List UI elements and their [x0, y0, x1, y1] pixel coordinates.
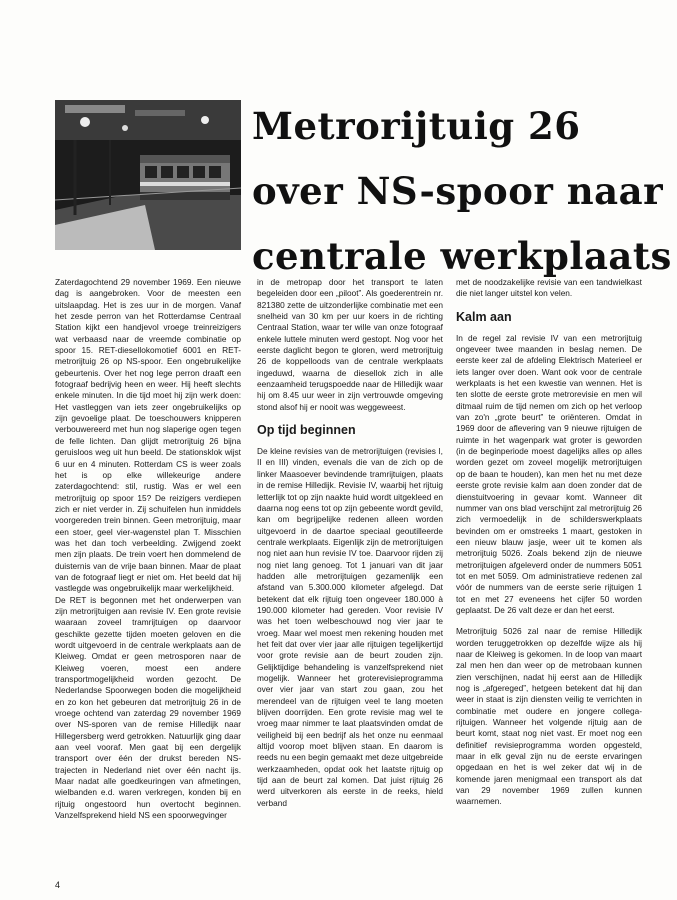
- text-column-2: [257, 277, 443, 809]
- title-line-2: over NS-spoor naar: [252, 169, 664, 213]
- section-heading: Op tijd beginnen: [257, 423, 356, 438]
- section-heading: Kalm aan: [456, 309, 512, 324]
- paragraph: met de noodzakelijke revisie van een tandwielkast die niet langer uitstel kon velen.: [456, 277, 642, 299]
- title-line-1: Metrorijtuig 26: [252, 104, 581, 148]
- paragraph: In de regel zal revisie IV van een metrorijtuig ongeveer twee maanden in beslag nemen. De eerste keer zal de afdeling Elektrisch Materieel er iets langer over doen. Want ook voor de centrale werkplaats is het een kwestie van wennen. Het is ten slotte de eerste grote metrorevisie en men wil ditmaal ruim de tijd nemen om zich op het verloop van zo'n „grote beurt” te oriënteren. Omdat in 1969 door de aflevering van 9 nieuwe rijtuigen de ruimte in het wagenpark wat groter is geworden (in de beginperiode moest dagelijks alles op alles worden gezet om zoveel mogelijk metrorijtuigen op de baan te houden), kan men het nu met deze eerste grote revisie kalm aan doen zonder dat de dienstuitvoering in gevaar komt. Wanneer dit nummer van ons blad verschijnt zal metrorijtuig 26 zich vermoedelijk in de schilderswerkplaats bevinden om er omstreeks 1 maart, gestoken in een nieuw blauw jasje, weer uit te komen als metrorijtuig 5026. Zoals bekend zijn de nieuwe metrorijtuigen afgeleverd onder de nummers 5051 tot en met 5059. Om administratieve redenen zal vóór de nummers van de eerste serie rijtuigen 1 tot en met 27 eveneens het cijfer 50 worden geplaatst. De 26 valt deze er dan het eerst.: [456, 332, 642, 615]
- title-line-3: centrale werkplaats: [252, 234, 672, 278]
- paragraph: De RET is begonnen met het onderwerpen van zijn metrorijtuigen aan revisie IV. Een grote revisie waaraan zoveel tramrijtuigen op daarvoor geschikte gezette tijden moeten geloven en die wordt uitgevoerd in de centrale werkplaats aan de Kleiweg. Omdat er geen metrosporen naar de Kleiweg voeren, moest een andere transportmogelijkheid worden gezocht. De Nederlandse Spoorwegen boden die mogelijkheid en zo kon het gebeuren dat metrorijtuig 26 in de vroege ochtend van zaterdag 29 november 1969 over NS-sporen van de remise Hilledijk naar Hillegersberg werd getrokken. Natuurlijk ging daar aan veel vooraf. Men gaat bij een dergelijk transport over één der drukst bereden NS-trajecten in Nederland niet over één nacht ijs. Maar nadat alle goedkeuringen van afmetingen, wielbanden e.d. waren verkregen, konden bij en rijtuig ongestoord hun overtocht beginnen. Vanzelfsprekend hield NS een spoorwegvinger: [55, 594, 241, 821]
- paragraph: Metrorijtuig 5026 zal naar de remise Hilledijk worden teruggetrokken op dezelfde wijze als hij naar de Kleiweg is gekomen. In de loop van maart zal men hen dan weer op de metrobaan kunnen zien verschijnen, nadat hij eerst aan de Hilledijk nog is „afgereged”, hetgeen betekent dat hij dan weer in staat is zijn diensten veilig te verrichten in combinatie met oudere en jongere collega-rijtuigen. Wanneer het volgende rijtuig aan de beurt komt, staat nog niet vast. Er moet nog een definitief revisieprogramma worden opgesteld, maar in elk geval zijn nu de eerste ervaringen opgedaan en het is wel zeker dat wij in de komende jaren menigmaal een transport als dat van 29 november 1969 zullen kunnen waarnemen.: [456, 626, 642, 807]
- paragraph: De kleine revisies van de metrorijtuigen (revisies I, II en III) vinden, evenals die van de zich op de linker Maasoever bevindende tramrijtuigen, plaats in de remise Hilledijk. Revisie IV, waarbij het rijtuig letterlijk tot op zijn naakte huid wordt uitgekleed en daarna nog eens tot op zijn gebeente wordt gevild, kan om begrijpelijke redenen alleen worden uitgevoerd in de daartoe speciaal geoutilleerde centrale werkplaats. Eigenlijk zijn de metrorijtuigen nog niet aan hun revisie IV toe. Daarvoor rijden zij nog niet lang genoeg. Tot 1 januari van dit jaar hadden alle metrorijtuigen gezamenlijk een afstand van 5.300.000 kilometer afgelegd. Dat betekent dat elk rijtuig toen ongeveer 180.000 à 190.000 kilometer had gereden. Voor revisie IV was het toen welbeschouwd nog vier jaar te vroeg. Maar wel moest men rekening houden met het feit dat over vier jaar alle rijtuigen tegelijkertijd voor grote revisie aan de beurt zouden zijn. Gelijktijdige behandeling is vanzelfsprekend niet mogelijk. Wanneer het groterevisieprogramma over vier jaar van start zou gaan, zou het merendeel van de rijtuigen veel te lang moeten blijven doorrijden. Een grote revisie mag wel te vroeg maar nimmer te laat plaatsvinden omdat de veiligheid bij een bedrijf als het onze nu eenmaal altijd voorop moet blijven staan. En daarom is reeds nu een begin gemaakt met deze uitgebreide werkzaamheden, opdat ook het laatste rijtuig op tijd aan de beurt zal komen. Dat juist rijtuig 26 werd uitverkoren als eerste in de reeks, hield verband: [257, 446, 443, 808]
- article-title: [252, 94, 672, 289]
- page-number: 4: [55, 880, 61, 890]
- text-column-3: [456, 277, 642, 808]
- paragraph: in de metropap door het transport te laten begeleiden door een „piloot”. Als goederentrein nr. 821380 zette de uitzonderlijke combinatie met een snelheid van 30 km per uur koers in de richting Centraal Station, waar ter wille van onze fotograaf enkele luttele minuten werd gestopt. Nog voor het eerste daglicht begon te gloren, werd metrorijtuig 26 de koppelloods van de centrale werkplaats ingeduwd, waarna de diesellok zich in alle eenzaamheid terugspoedde naar de Hilledijk waar hij om 8.45 uur weer in zijn vertrouwde omgeving stond alsof hij er nooit was weggeweest.: [257, 277, 443, 412]
- article-photo-metro-train: [55, 100, 241, 250]
- paragraph: Zaterdagochtend 29 november 1969. Een nieuwe dag is aangebroken. Voor de meesten een uitslaapdag. Het is zes uur in de morgen. Vanaf het zesde perron van het Rotterdamse Centraal Station kijkt een handjevol vroege treinreizigers wat verbaasd naar de vreemde combinatie op spoor 15. RET-diesellokomotief 6001 en RET-metrorijtuig 26 op NS-spoor. Een ongebruikelijke gebeurtenis. Over het nog lege perron draaft een fotograaf bedrijvig heen en weer. Hij heeft slechts enkele minuten. In die tijd moet hij zijn werk doen: Het vastleggen van iets zeer ongebruikelijks op zijn gevoelige plaat. De toeschouwers knipperen verbouwereerd met hun nog slaperige ogen tegen de felle lichten. Dan glijdt metrorijtuig 26 bijna geruisloos weg uit hun beeld. De stationsklok wijst 6 uur en 4 minuten. Rotterdam CS is weer zoals het is op elke willekeurige andere zaterdagochtend: stil, rustig. Was er wel een metrorijtuig op spoor 15? De reizigers verdiepen zich er niet verder in. Zij schuifelen hun inmiddels voorgereden trein binnen. Geen metrorijtuig, maar een stoer, geel vier-wagenstel plan T. Misschien was het dan toch verbeelding. Zwijgend zoekt men zijn plaats. De trein voert hen dommelend de duisternis van de vrije baan binnen. Maar de plaat van de fotograaf liegt er niet om. Het beeld dat hij vastlegde was ongebruikelijk maar werkelijkheid.: [55, 277, 241, 594]
- text-column-1: [55, 277, 241, 822]
